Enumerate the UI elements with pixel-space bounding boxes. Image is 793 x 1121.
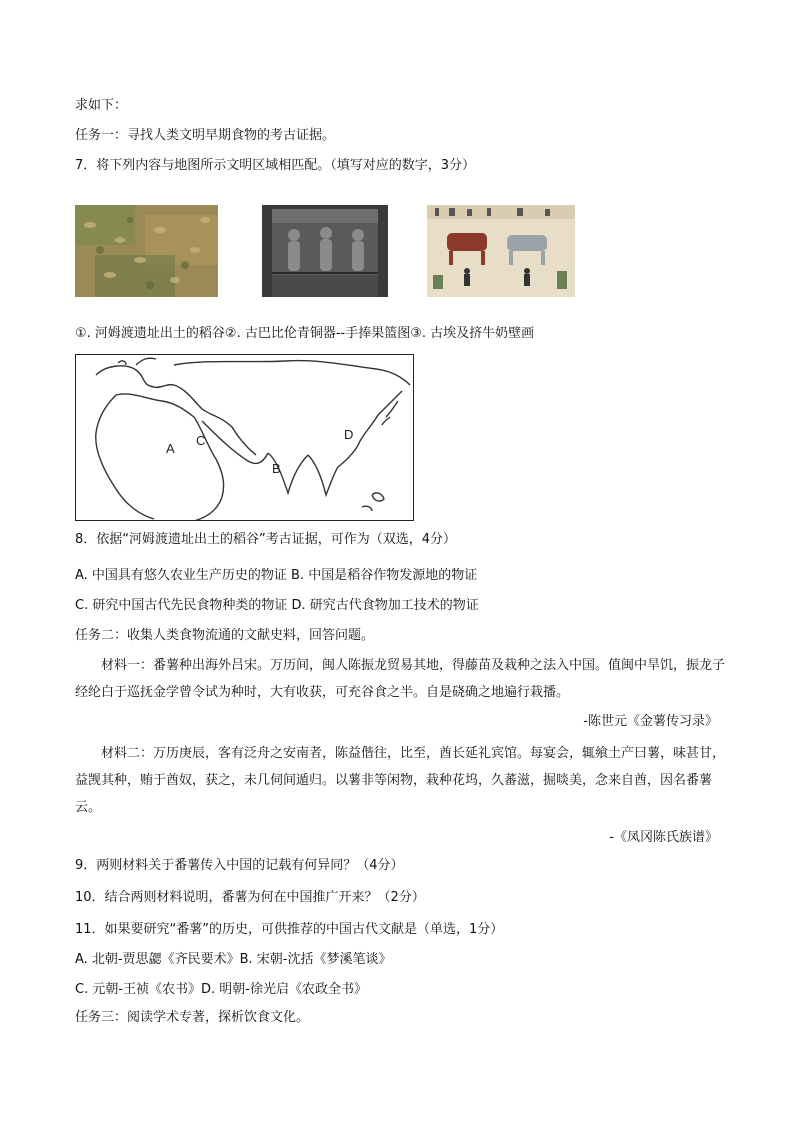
babylonian-relief-photo <box>262 205 388 297</box>
task1-heading: 任务一：寻找人类文明早期食物的考古证据。 <box>75 128 336 143</box>
task3-heading: 任务三：阅读学术专著，探析饮食文化。 <box>75 1010 310 1025</box>
material-2: 材料二：万历庚辰，客有泛舟之安南者，陈益偕往，比至，酋长延礼宾馆。每宴会，辄飨土产曰薯，味甚甘，益觊其种，贿于酋奴，获之，未几伺间遁归。以薯非等闲物，栽种花坞，久蕃滋，掘啖美，念来自酋，因名番薯云。 <box>75 746 726 815</box>
world-map <box>75 354 414 521</box>
map-label-d: D <box>344 427 354 442</box>
material-2-source: -《凤冈陈氏族谱》 <box>609 830 718 845</box>
question-8: 8．依据“河姆渡遗址出土的稻谷”考古证据，可作为（双选，4分） <box>75 532 457 547</box>
image-captions: ①. 河姆渡遗址出土的稻谷②. 古巴比伦青铜器--手捧果篮图③. 古埃及挤牛奶壁画 <box>75 326 535 341</box>
question-9: 9．两则材料关于番薯传入中国的记载有何异同？（4分） <box>75 858 404 873</box>
material-1: 材料一：番薯种出海外吕宋。万历间，闽人陈振龙贸易其地，得藤苗及栽种之法入中国。值闽中旱饥，振龙子经纶白于巡抚金学曾令试为种时，大有收获，可充谷食之半。自是硗确之地遍行栽播。 <box>75 658 726 700</box>
map-label-b: B <box>272 461 281 476</box>
intro-text: 求如下： <box>75 98 128 113</box>
question-10: 10．结合两则材料说明，番薯为何在中国推广开来？（2分） <box>75 890 425 905</box>
question-11: 11．如果要研究“番薯”的历史，可供推荐的中国古代文献是（单选，1分） <box>75 922 504 937</box>
egyptian-milking-mural-photo <box>427 205 575 297</box>
map-label-a: A <box>166 441 175 456</box>
material-1-source: -陈世元《金薯传习录》 <box>583 714 718 729</box>
question-7: 7．将下列内容与地图所示文明区域相匹配。（填写对应的数字，3分） <box>75 158 476 173</box>
question-8-options-cd: C. 研究中国古代先民食物种类的物证 D. 研究古代食物加工技术的物证 <box>75 598 479 613</box>
question-11-options-ab: A. 北朝-贾思勰《齐民要术》B. 宋朝-沈括《梦溪笔谈》 <box>75 952 392 967</box>
question-11-options-cd: C. 元朝-王祯《农书》D. 明朝-徐光启《农政全书》 <box>75 982 367 997</box>
map-label-c: C <box>196 433 206 448</box>
question-8-options-ab: A. 中国具有悠久农业生产历史的物证 B. 中国是稻谷作物发源地的物证 <box>75 568 478 583</box>
rice-grains-photo <box>75 205 218 297</box>
task2-heading: 任务二：收集人类食物流通的文献史料，回答问题。 <box>75 628 375 643</box>
